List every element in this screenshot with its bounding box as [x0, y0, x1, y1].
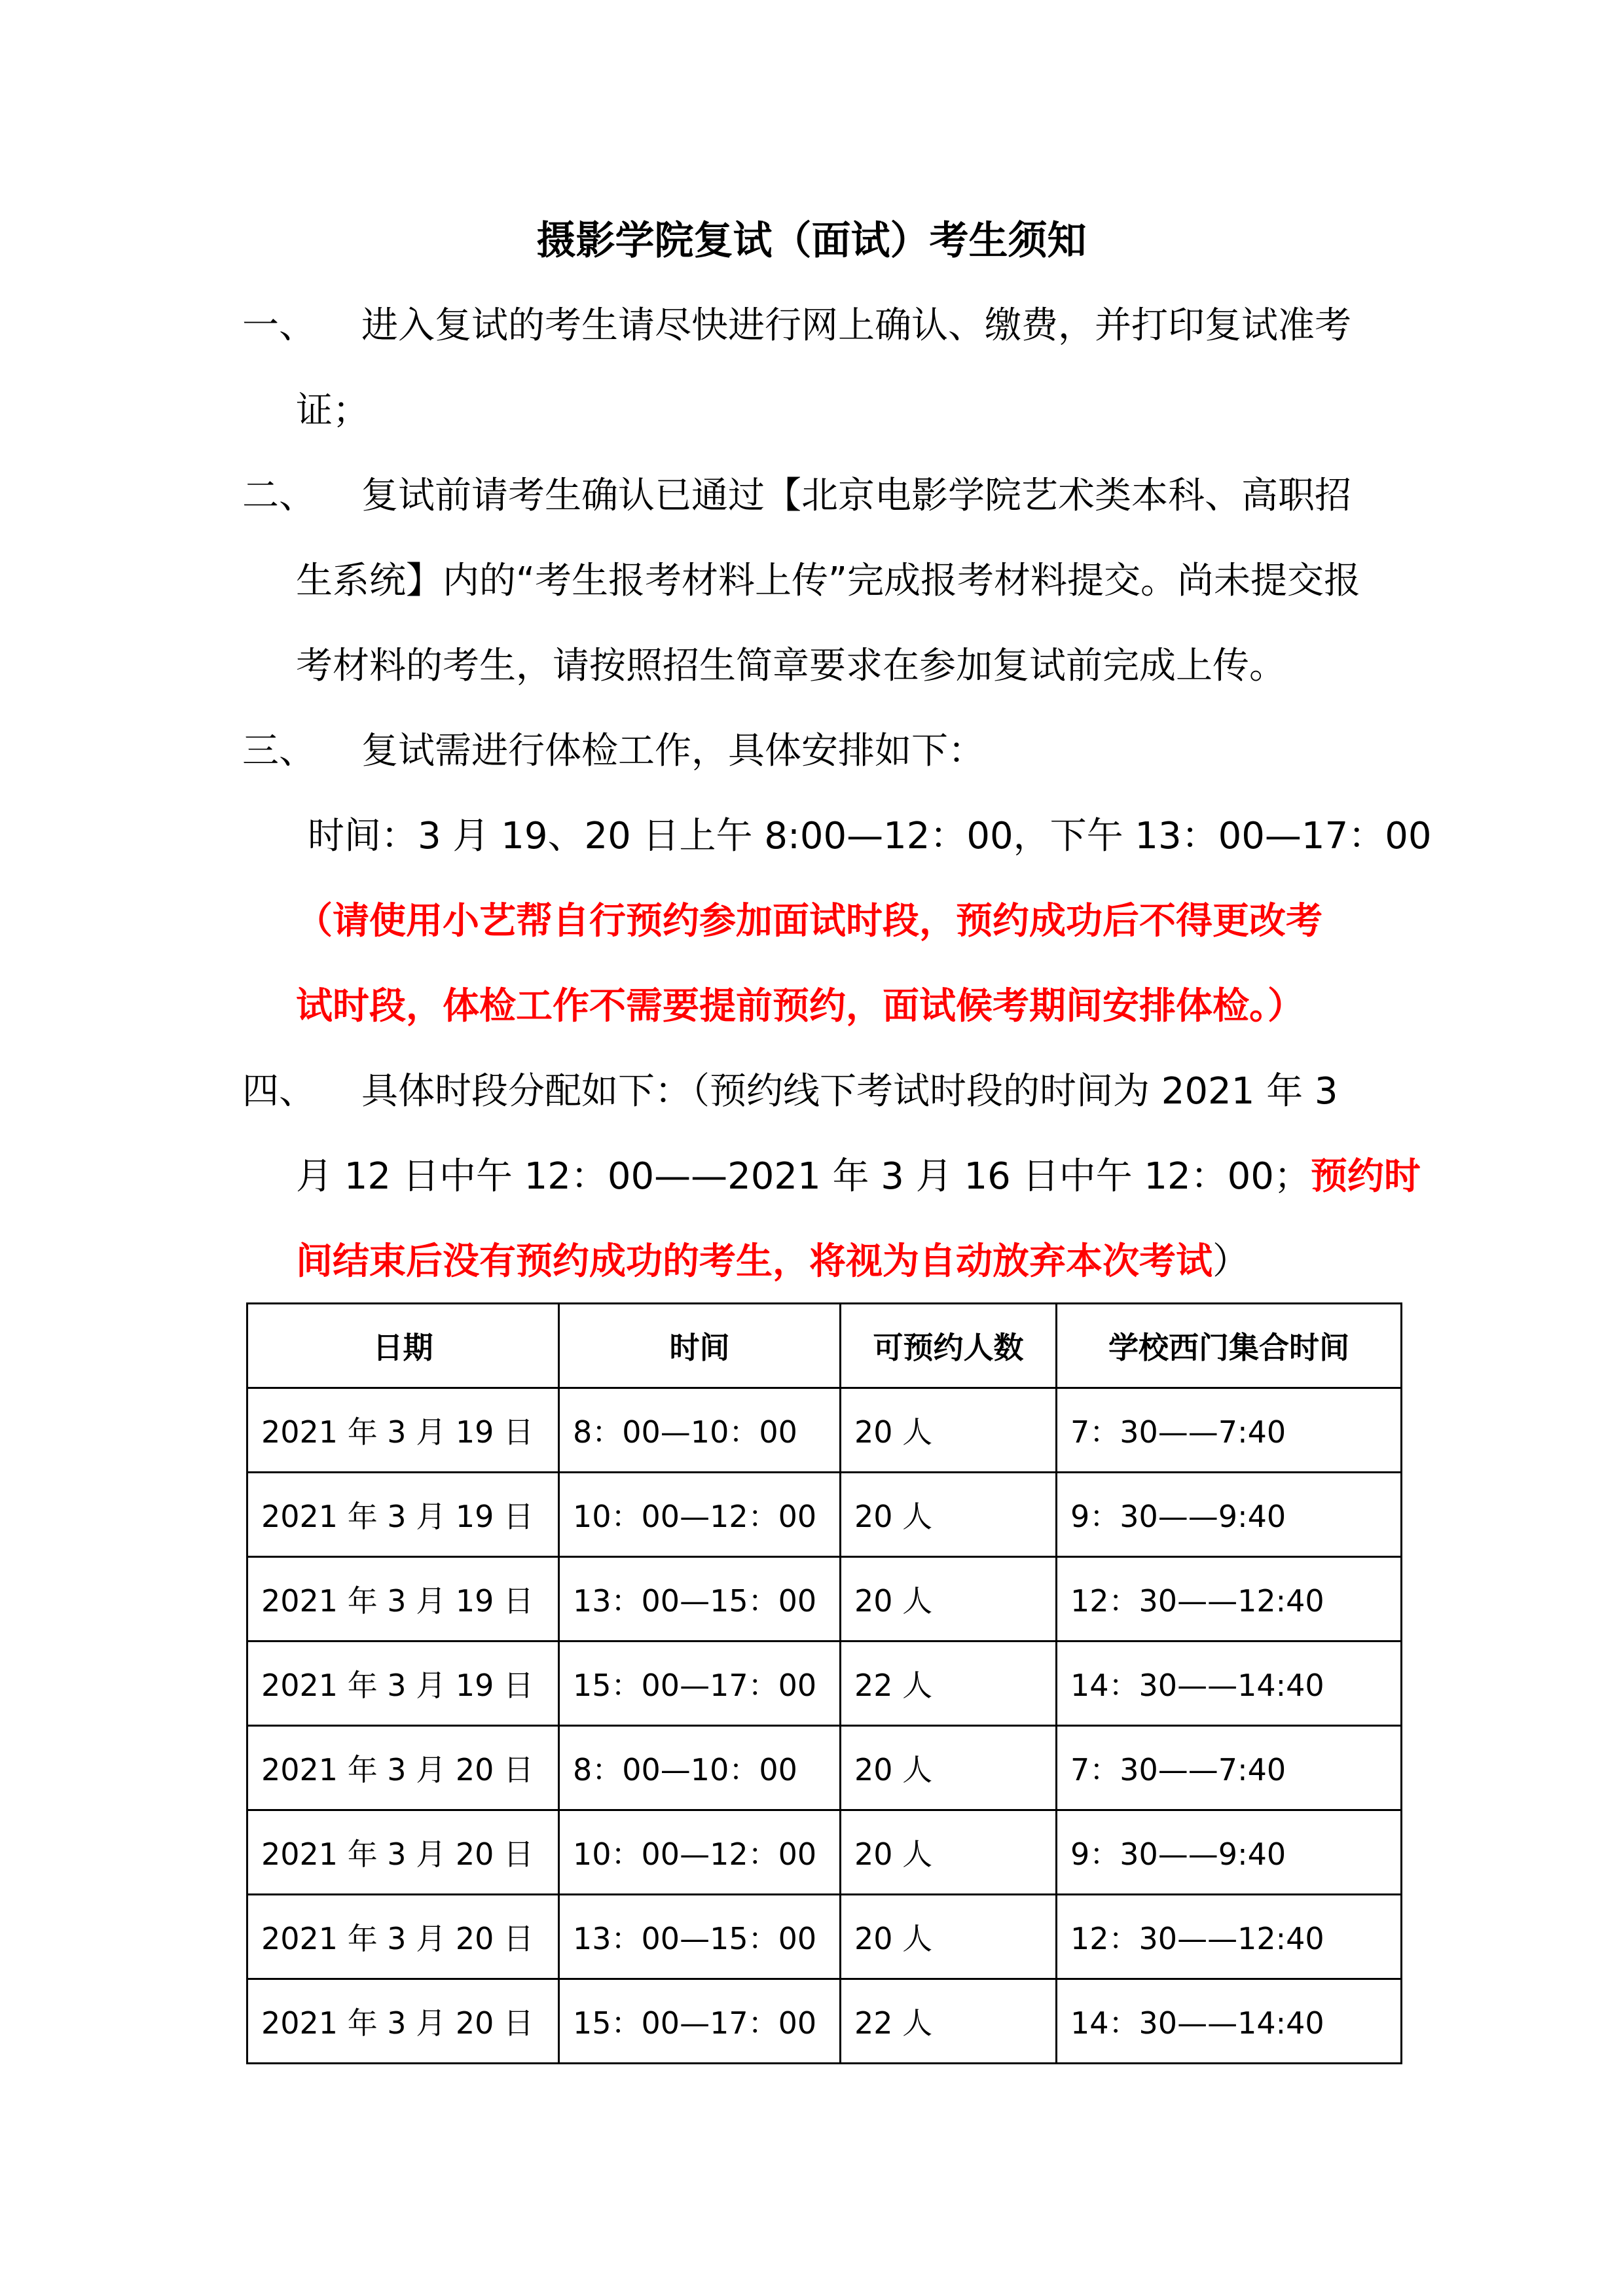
cell-date: 2021 年 3 月 20 日 [247, 1979, 559, 2064]
table-row [247, 1557, 1402, 1641]
table-row [247, 1641, 1402, 1726]
schedule-table [246, 1302, 1402, 2064]
item-two-line1: 复试前请考生确认已通过【北京电影学院艺术类本科、高职招 [361, 475, 1351, 517]
table-row [247, 1473, 1402, 1557]
page-title: 摄影学院复试（面试）考生须知 [536, 218, 1087, 264]
cell-capacity: 20 人 [841, 1557, 1057, 1641]
item-four-line3 [296, 1229, 1249, 1295]
header-assembly-time: 学校西门集合时间 [1057, 1304, 1402, 1388]
cell-time: 13：00—15：00 [559, 1895, 841, 1979]
cell-assembly-time: 12：30——12:40 [1057, 1557, 1402, 1641]
cell-date: 2021 年 3 月 19 日 [247, 1557, 559, 1641]
cell-assembly-time: 9：30——9:40 [1057, 1473, 1402, 1557]
table-row [247, 1726, 1402, 1810]
cell-assembly-time: 7：30——7:40 [1057, 1388, 1402, 1473]
cell-date: 2021 年 3 月 20 日 [247, 1726, 559, 1810]
cell-date: 2021 年 3 月 19 日 [247, 1473, 559, 1557]
header-time: 时间 [559, 1304, 841, 1388]
cell-capacity: 20 人 [841, 1895, 1057, 1979]
item-one-line1: 进入复试的考生请尽快进行网上确认、缴费，并打印复试准考 [361, 304, 1351, 347]
cell-date: 2021 年 3 月 19 日 [247, 1641, 559, 1726]
header-capacity: 可预约人数 [841, 1304, 1057, 1388]
item-four-line3-end: ） [1213, 1240, 1249, 1283]
cell-capacity: 22 人 [841, 1979, 1057, 2064]
item-four-number: 四、 [242, 1070, 316, 1113]
table-header-row [247, 1304, 1402, 1388]
item-four-line1: 具体时段分配如下：（预约线下考试时段的时间为 2021 年 3 [361, 1070, 1338, 1113]
cell-time: 10：00—12：00 [559, 1810, 841, 1895]
header-date: 日期 [247, 1304, 559, 1388]
cell-assembly-time: 14：30——14:40 [1057, 1641, 1402, 1726]
item-three-number: 三、 [242, 730, 316, 772]
cell-time: 8：00—10：00 [559, 1726, 841, 1810]
item-two-number: 二、 [242, 475, 316, 517]
cell-date: 2021 年 3 月 20 日 [247, 1895, 559, 1979]
item-three-time: 时间：3 月 19、20 日上午 8:00—12：00，下午 13：00—17：00 [308, 815, 1432, 857]
cell-capacity: 20 人 [841, 1810, 1057, 1895]
cell-assembly-time: 7：30——7:40 [1057, 1726, 1402, 1810]
item-four-line2-text: 月 12 日中午 12：00——2021 年 3 月 16 日中午 12：00； [296, 1155, 1311, 1198]
table-row [247, 1895, 1402, 1979]
item-two-line3: 考材料的考生，请按照招生简章要求在参加复试前完成上传。 [296, 645, 1286, 687]
item-four-line2-emphasis: 预约时 [1310, 1155, 1421, 1198]
table-row [247, 1388, 1402, 1473]
item-four-line2 [296, 1144, 1421, 1210]
item-four-line3-emphasis: 间结束后没有预约成功的考生，将视为自动放弃本次考试 [296, 1240, 1213, 1283]
cell-time: 10：00—12：00 [559, 1473, 841, 1557]
cell-capacity: 20 人 [841, 1388, 1057, 1473]
cell-time: 13：00—15：00 [559, 1557, 841, 1641]
item-three-note-line2: 试时段，体检工作不需要提前预约，面试候考期间安排体检。） [296, 985, 1304, 1028]
cell-time: 8：00—10：00 [559, 1388, 841, 1473]
item-one-number: 一、 [242, 304, 316, 347]
table-row [247, 1979, 1402, 2064]
cell-assembly-time: 9：30——9:40 [1057, 1810, 1402, 1895]
cell-date: 2021 年 3 月 20 日 [247, 1810, 559, 1895]
item-three-note-line1: （请使用小艺帮自行预约参加面试时段，预约成功后不得更改考 [296, 900, 1322, 942]
cell-capacity: 22 人 [841, 1641, 1057, 1726]
cell-time: 15：00—17：00 [559, 1641, 841, 1726]
cell-capacity: 20 人 [841, 1726, 1057, 1810]
item-three-line1: 复试需进行体检工作，具体安排如下： [361, 730, 985, 772]
cell-date: 2021 年 3 月 19 日 [247, 1388, 559, 1473]
cell-assembly-time: 12：30——12:40 [1057, 1895, 1402, 1979]
cell-assembly-time: 14：30——14:40 [1057, 1979, 1402, 2064]
cell-capacity: 20 人 [841, 1473, 1057, 1557]
cell-time: 15：00—17：00 [559, 1979, 841, 2064]
item-two-line2: 生系统】内的“考生报考材料上传”完成报考材料提交。尚未提交报 [296, 560, 1361, 602]
item-one-line2: 证； [296, 389, 369, 432]
table-row [247, 1810, 1402, 1895]
